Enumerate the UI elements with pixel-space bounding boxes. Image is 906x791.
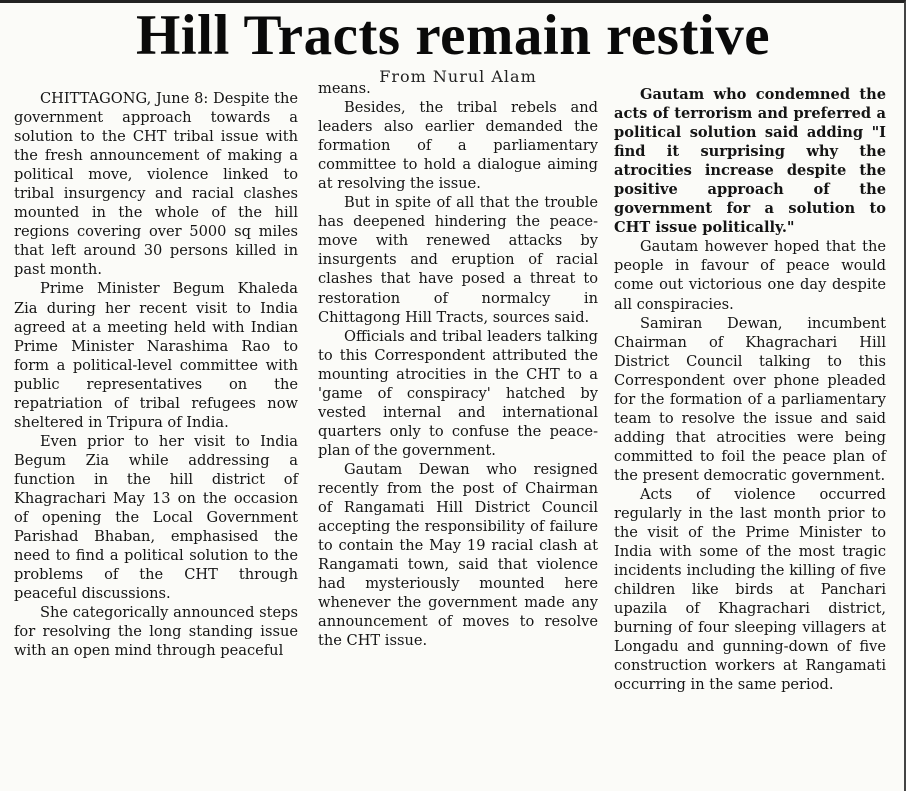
paragraph: Samiran Dewan, incumbent Chairman of Khagrachari Hill District Council talking to this Correspondent over phone pleaded for the formation of a parliamentary team to resolve the issue and said adding that atrocities were being committed to foil the peace plan of the present democratic government. xyxy=(614,314,886,484)
article-headline: Hill Tracts remain restive xyxy=(135,4,771,67)
paragraph: Prime Minister Begum Khaleda Zia during her recent visit to India agreed at a meeting held with Indian Prime Minister Narashima Rao to form a political-level committee with public representatives on the repatriation of tribal refugees now sheltered in Tripura of India. xyxy=(14,280,298,431)
paragraph: She categorically announced steps for resolving the long standing issue with an open mind through peaceful xyxy=(14,604,298,660)
paragraph: Even prior to her visit to India Begum Zia while addressing a function in the hill district of Khagrachari May 13 on the occasion of opening the Local Government Parishad Bhaban, emphasised the need to find a political solution to the problems of the CHT through peaceful discussions. xyxy=(14,432,298,603)
article-column-2 xyxy=(318,79,598,650)
paragraph: CHITTAGONG, June 8: Despite the government approach towards a solution to the CHT tribal issue with the fresh announcement of making a political move, violence linked to tribal insurgency and racial clashes mounted in the whole of the hill regions covering over 5000 sq miles that left around 30 persons killed in past month. xyxy=(14,90,298,279)
paragraph: Officials and tribal leaders talking to this Correspondent attributed the mounting atrocities in the CHT to a 'game of conspiracy' hatched by vested internal and international quarters only to confuse the peace-plan of the government. xyxy=(318,327,598,459)
article-byline: From Nurul Alam xyxy=(379,67,537,86)
paragraph: Gautam Dewan who resigned recently from the post of Chairman of Rangamati Hill District Council accepting the responsibility of failure to contain the May 19 racial clash at Rangamati town, said that violence had mysteriously mounted here whenever the government made any announcement of moves to resolve the CHT issue. xyxy=(318,460,598,650)
paragraph: Acts of violence occurred regularly in the last month prior to the visit of the Prime Minister to India with some of the most tragic incidents including the killing of five children like birds at Panchari upazila of Khagrachari district, burning of four sleeping villagers at Longadu and gunning-down of five construction workers at Rangamati occurring in the same period. xyxy=(614,485,886,694)
paragraph: But in spite of all that the trouble has deepened hindering the peace-move with renewed attacks by insurgents and eruption of racial clashes that have posed a threat to restoration of normalcy in Chittagong Hill Tracts, sources said. xyxy=(318,194,598,326)
paragraph: Gautam who condemned the acts of terrorism and preferred a political solution said adding "I find it surprising why the atrocities increase despite the positive approach of the government for a solution to CHT issue politically." xyxy=(614,86,886,237)
paragraph: Besides, the tribal rebels and leaders also earlier demanded the formation of a parliamentary committee to hold a dialogue aiming at resolving the issue. xyxy=(318,99,598,193)
article-column-3 xyxy=(614,85,886,695)
paragraph: Gautam however hoped that the people in favour of peace would come out victorious one day despite all conspiracies. xyxy=(614,238,886,313)
article-column-1 xyxy=(14,89,298,660)
paragraph: means. xyxy=(318,80,371,97)
